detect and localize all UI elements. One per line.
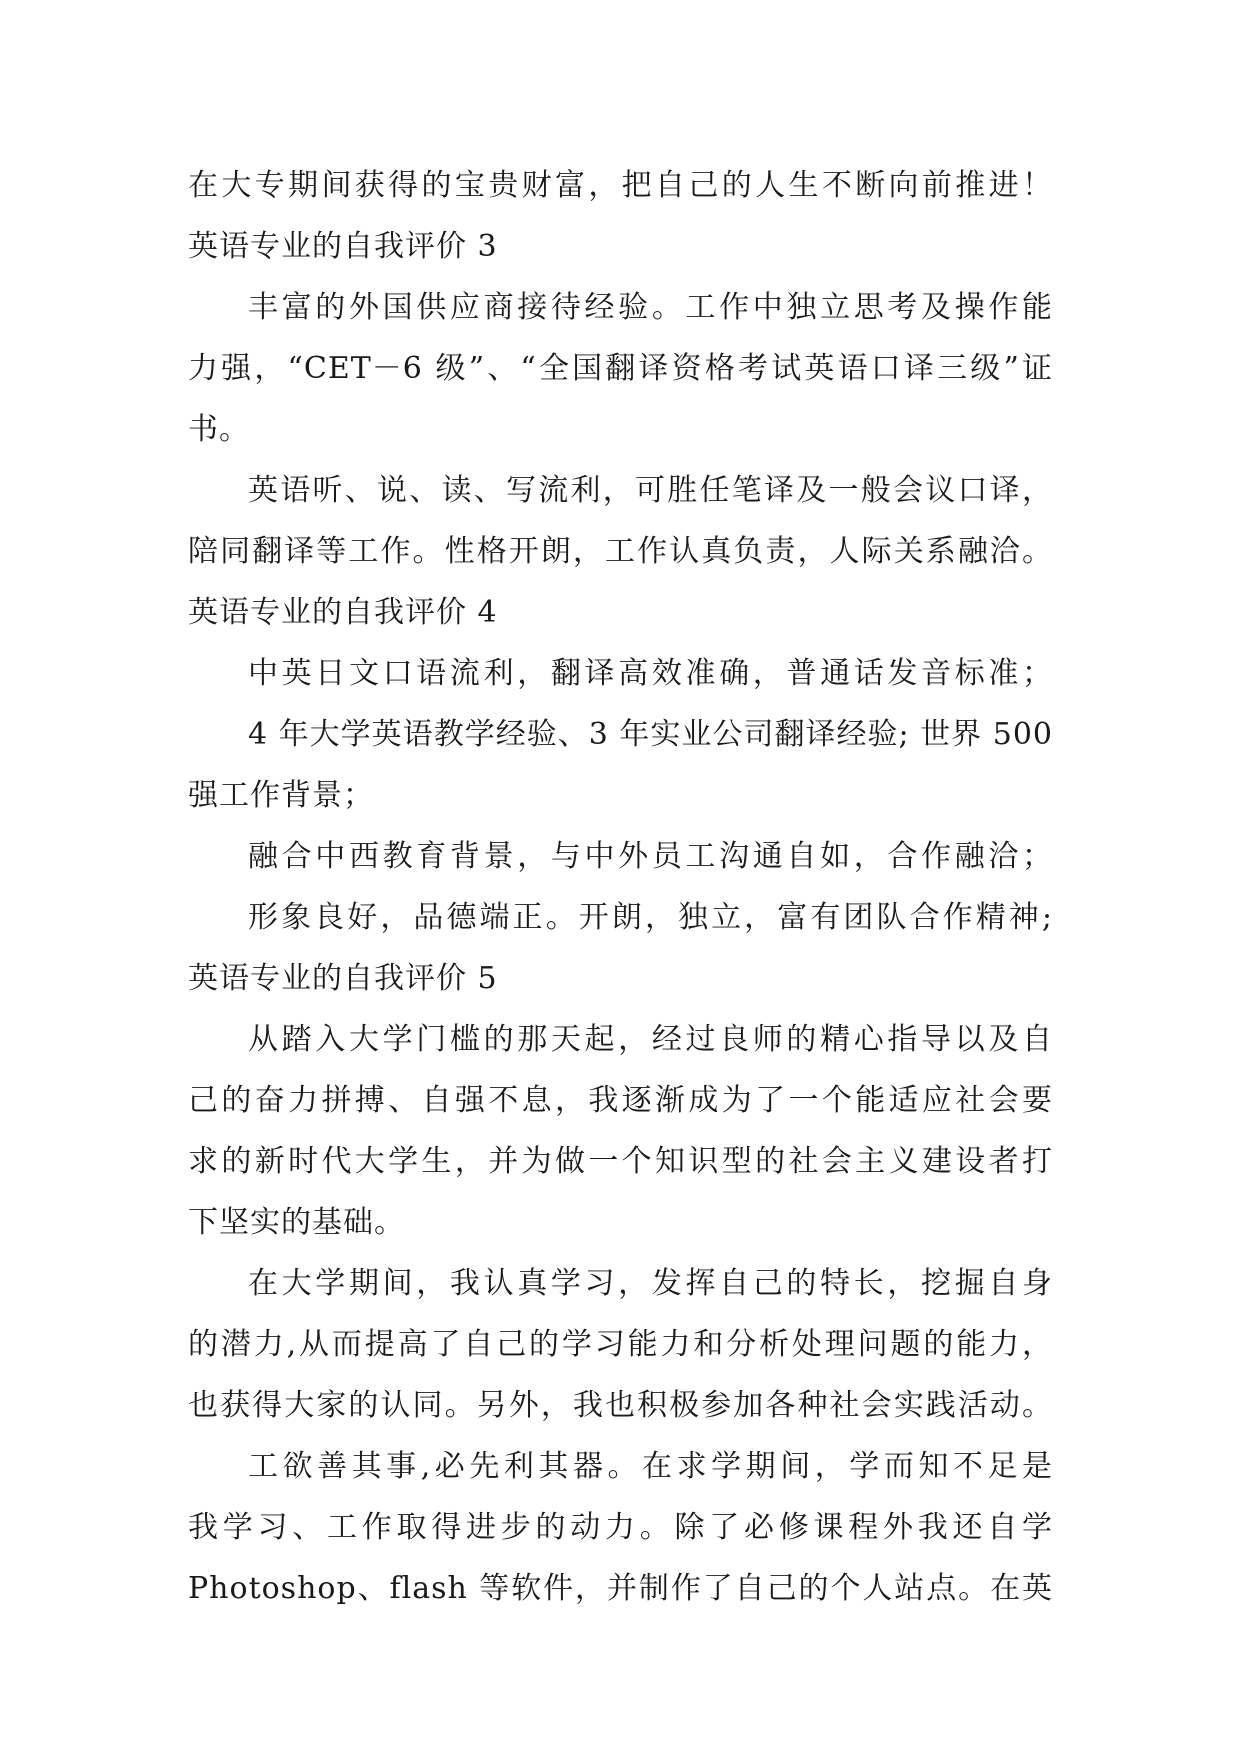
paragraph-line: 丰富的外国供应商接待经验。工作中独立思考及操作能: [248, 290, 1053, 325]
paragraph-line: 形象良好，品德端正。开朗，独立，富有团队合作精神;: [248, 900, 1053, 935]
section-heading: 英语专业的自我评价 4: [188, 595, 498, 630]
paragraph-line: 中英日文口语流利，翻译高效准确，普通话发音标准；: [248, 656, 1053, 691]
paragraph-line: 的潜力,从而提高了自己的学习能力和分析处理问题的能力，: [188, 1327, 1053, 1362]
paragraph-line: 强工作背景；: [188, 778, 374, 813]
paragraph-line: 工欲善其事,必先利其器。在求学期间，学而知不足是: [248, 1449, 1053, 1484]
paragraph-line: Photoshop、flash 等软件，并制作了自己的个人站点。在英: [188, 1571, 1053, 1606]
section-heading: 英语专业的自我评价 5: [188, 961, 498, 996]
paragraph-line: 也获得大家的认同。另外，我也积极参加各种社会实践活动。: [188, 1388, 1053, 1423]
paragraph-line: 我学习、工作取得进步的动力。除了必修课程外我还自学: [188, 1510, 1053, 1545]
section-heading: 英语专业的自我评价 3: [188, 229, 498, 264]
paragraph-line: 己的奋力拼搏、自强不息，我逐渐成为了一个能适应社会要: [188, 1083, 1053, 1118]
paragraph-line: 求的新时代大学生，并为做一个知识型的社会主义建设者打: [188, 1144, 1053, 1179]
paragraph-line: 书。: [188, 412, 250, 447]
paragraph-line: 陪同翻译等工作。性格开朗，工作认真负责，人际关系融洽。: [188, 534, 1053, 569]
paragraph-line: 英语听、说、读、写流利，可胜任笔译及一般会议口译，: [248, 473, 1053, 508]
paragraph-line: 4 年大学英语教学经验、3 年实业公司翻译经验; 世界 500: [248, 717, 1053, 752]
paragraph-line: 下坚实的基础。: [188, 1205, 405, 1240]
paragraph-line: 在大学期间，我认真学习，发挥自己的特长，挖掘自身: [248, 1266, 1053, 1301]
paragraph-line: 力强，“CET－6 级”、“全国翻译资格考试英语口译三级”证: [188, 351, 1053, 386]
document-body: [188, 155, 1053, 1619]
paragraph-line: 在大专期间获得的宝贵财富，把自己的人生不断向前推进！: [188, 168, 1053, 203]
paragraph-line: 从踏入大学门槛的那天起，经过良师的精心指导以及自: [248, 1022, 1053, 1057]
paragraph-line: 融合中西教育背景，与中外员工沟通自如，合作融洽；: [248, 839, 1053, 874]
